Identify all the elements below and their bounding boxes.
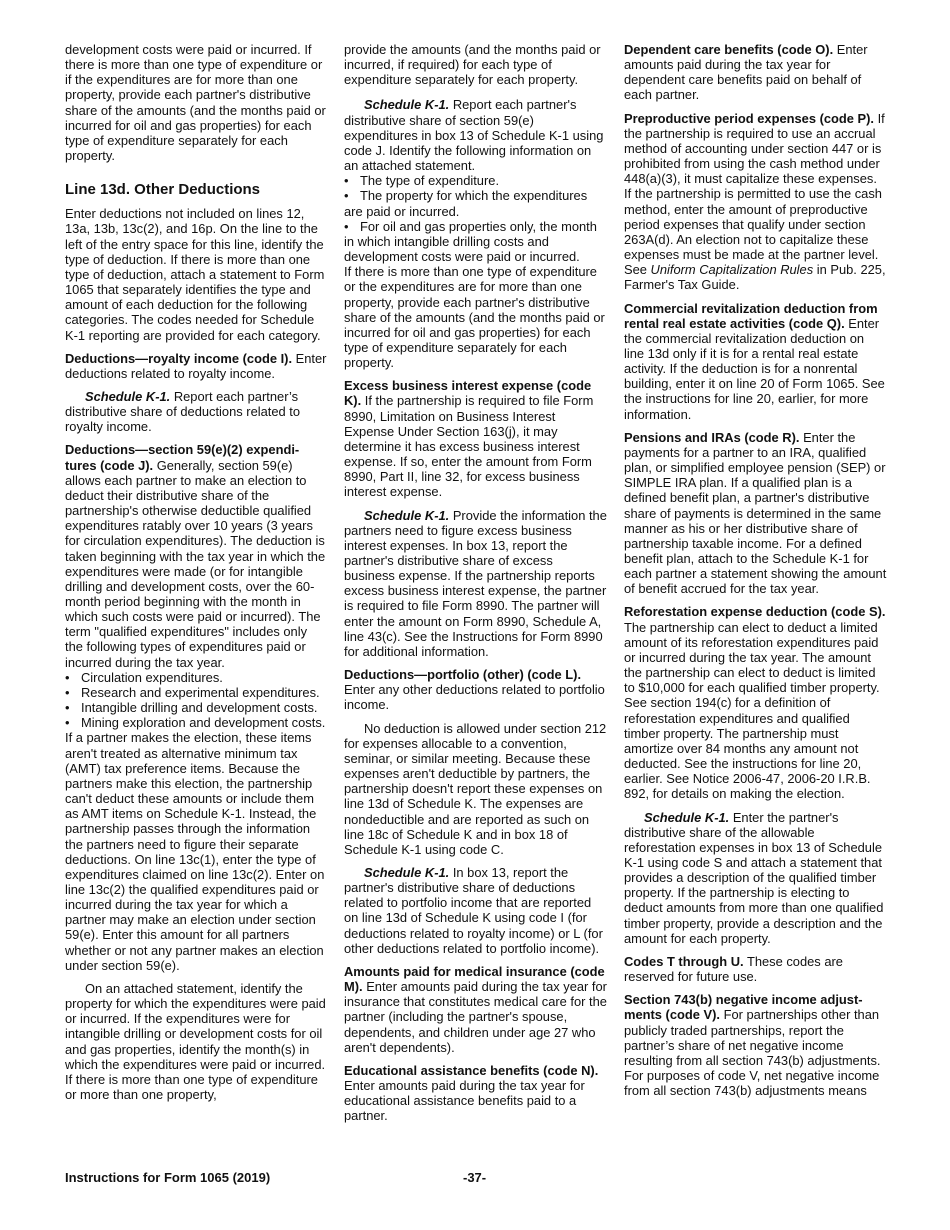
pensions-lead: Pensions and IRAs (code R). (624, 429, 800, 445)
section743-paragraph (624, 992, 887, 1098)
preproductive-paragraph (624, 111, 887, 293)
schedule-k1-paragraph (624, 810, 887, 946)
paragraph: If a partner makes the election, these items aren't treated as alternative minimum tax (AMT) tax preference items. Because the partners make this election, the partnership can't deduct these amounts or include them as AMT items on Schedule K-1. Instead, the partnership passes through the information the partners need to figure their separate deductions. On line 13c(1), enter the type of expenditures claimed on line 13c(2). Enter on line 13c(2) the qualified expenditures paid or incurred during the tax year for which a partner may make an election under section 59(e). Enter this amount for all partners whether or not any partner makes an election under section 59(e). (65, 730, 325, 973)
list-item: • Mining exploration and development costs. (65, 715, 327, 730)
preproductive-italic: Uniform Capitalization Rules (650, 262, 814, 278)
section59-lead: Deductions—section 59(e)(2) expendi-tures (code J). (65, 442, 300, 473)
medical-insurance-paragraph (344, 964, 607, 1055)
schedule-k1-lead: Schedule K-1. (364, 864, 450, 880)
pensions-paragraph (624, 430, 887, 597)
dependent-care-lead: Dependent care benefits (code O). (624, 42, 834, 57)
schedule-k1-text: Provide the information the partners need to figure excess business interest expenses. In box 13, report the partner's distributive share of excess business expense. If the partnership reports excess business interest expense, the partner is required to file Form 8990. The partner will enter the amount on Form 8990, Schedule A, line 43(c). See the Instructions for Form 8990 for additional information. (344, 507, 607, 659)
educational-assistance-paragraph (344, 1063, 607, 1124)
dependent-care-paragraph (624, 42, 887, 103)
paragraph: development costs were paid or incurred. If there is more than one type of expenditure or if the expenditures are for more than one property, provide each partner's distributive share of the amounts (and the months paid or incurred for oil and gas properties) for each type of expenditure separately for each property. (65, 42, 326, 164)
page-number: -37- (463, 1170, 487, 1185)
schedule-k1-text: In box 13, report the partner's distributive share of deductions related to portfolio income that are reported on line 13d of Schedule K using code I (for deductions related to royalty income) or L (for other deductions related to portfolio income). (344, 864, 603, 956)
codes-t-u-paragraph (624, 954, 887, 984)
preproductive-text: If the partnership is required to use an accrual method of accounting under section 447 or is prohibited from using the cash method under 448(a)(3), it must capitalize these expenses. If the partnership is permitted to use the cash method, enter the amount of preproductive period expenses that qualify under section 263A(d). An election not to capitalize these expenses must be made at the partner level. See (624, 110, 885, 278)
list-item: • The property for which the expenditures are paid or incurred. (344, 188, 607, 218)
excess-interest-lead: Excess business interest expense (code K). (344, 378, 592, 409)
preproductive-text-end: in Pub. 225, Farmer's Tax Guide. (624, 262, 886, 293)
schedule-k1-lead: Schedule K-1. (644, 809, 730, 825)
medical-insurance-lead: Amounts paid for medical insurance (code M). (344, 963, 605, 995)
reforestation-lead: Reforestation expense deduction (code S). (624, 604, 886, 620)
list-item: • For oil and gas properties only, the month in which intangible drilling costs and development costs were paid or incurred. (344, 219, 607, 264)
schedule-k1-paragraph (65, 389, 327, 434)
preproductive-lead: Preproductive period expenses (code P). (624, 110, 875, 126)
list-item: • The type of expenditure. (344, 173, 607, 188)
commercial-revitalization-text: Enter the commercial revitalization deduction on line 13d only if it is for a rental real estate activity. If the deduction is for a nonrental building, enter it on line 20 of Form 1065. See the instructions for line 20, earlier, for more information. (624, 315, 885, 422)
expenditure-list (65, 670, 327, 731)
column-1 (65, 42, 327, 1110)
column-3 (624, 42, 887, 1106)
excess-interest-text: If the partnership is required to file Form 8990, Limitation on Business Interest Expense Under Section 163(j), it may determine it has excess business interest expense. If so, enter the amount from Form 8990, Part II, line 32, for excess business interest expense. (344, 393, 594, 500)
schedule-k1-text: Report each partner’s distributive share of deductions related to royalty income. (65, 388, 301, 435)
section743-lead: Section 743(b) negative income adjust-ments (code V). (624, 992, 863, 1023)
section743-text: For partnerships other than publicly traded partnerships, report the partner’s share of net negative income resulting from all section 743(b) adjustments. For purposes of code V, net negative income from all section 743(b) adjustments means (624, 1007, 881, 1099)
codes-t-u-lead: Codes T through U. (624, 953, 744, 969)
royalty-lead: Deductions—royalty income (code I). (65, 350, 293, 366)
section59-paragraph (65, 442, 327, 669)
list-item: • Intangible drilling and development costs. (65, 700, 327, 715)
schedule-k1-text: Report each partner's distributive share of section 59(e) expenditures in box 13 of Schedule K-1 using code J. Identify the following information on an attached statement. (344, 97, 604, 174)
commercial-revitalization-lead: Commercial revitalization deduction from rental real estate activities (code Q). (624, 300, 878, 331)
paragraph: Enter deductions not included on lines 12, 13a, 13b, 13c(2), and 16p. On the line to the left of the entry space for this line, identify the type of deduction. If there is more than one type of deduction, attach a statement to Form 1065 that separately identifies the type and amount of each deduction for the following categories. The codes needed for Schedule K-1 reporting are provided for each category. (65, 206, 325, 343)
reforestation-paragraph (624, 604, 887, 801)
paragraph: If there is more than one type of expenditure or the expenditures are for more than one property, provide each partner's distributive share of the amounts (and the months paid or incurred for oil and gas properties) for each type of expenditure separately for each property. (344, 264, 605, 371)
information-list (344, 173, 607, 264)
schedule-k1-paragraph (344, 508, 607, 660)
paragraph: On an attached statement, identify the property for which the expenditures were paid or incurred. If the expenditures were for intangible drilling or development costs for oil and gas properties, identify the month(s) in which the expenditures were paid or incurred. If there is more than one type of expenditure or more than one property, (65, 980, 326, 1102)
section59-text: Generally, section 59(e) allows each partner to make an election to deduct their distributive share of the partnership's otherwise deductible qualified expenditures ratably over 10 years (3 years for circulation expenditures). The deduction is taken beginning with the tax year in which the expenditures were made (or for intangible drilling and development costs, over the 60-month period beginning with the month in which such costs were paid or incurred). The term "qualified expenditures" includes only the following types of expenditures paid or incurred during the tax year. (65, 457, 326, 670)
commercial-revitalization-paragraph (624, 301, 887, 422)
portfolio-text: Enter any other deductions related to portfolio income. (344, 682, 605, 713)
educational-assistance-lead: Educational assistance benefits (code N). (344, 1062, 599, 1078)
excess-interest-paragraph (344, 378, 607, 499)
dependent-care-text: Enter amounts paid during the tax year for dependent care benefits paid on behalf of each partner. (624, 42, 868, 103)
educational-assistance-text: Enter amounts paid during the tax year for educational assistance benefits paid to a partner. (344, 1078, 585, 1124)
royalty-text: Enter deductions related to royalty income. (65, 350, 327, 381)
section-heading: Line 13d. Other Deductions (65, 181, 261, 199)
schedule-k1-lead: Schedule K-1. (85, 388, 171, 404)
schedule-k1-paragraph (344, 865, 607, 956)
schedule-k1-lead: Schedule K-1. (364, 507, 450, 523)
paragraph: No deduction is allowed under section 212 for expenses allocable to a convention, seminar, or similar meeting. Because these expenses aren't deductible by partners, the partnership doesn't report these expenses on line 13d of Schedule K. The expenses are nondeductible and are reported as such on line 18c of Schedule K and in box 18 of Schedule K-1 using code C. (344, 720, 607, 857)
schedule-k1-paragraph (344, 97, 607, 173)
pensions-text: Enter the payments for a partner to an IRA, qualified plan, or simplified employee pension (SEP) or SIMPLE IRA plan. If a qualified plan is a defined benefit plan, a partner's distributive share of payments is determined in the same manner as his or her distributive share of partnership taxable income. For a defined benefit plan, attach to the Schedule K-1 for each partner a statement showing the amount of benefit accrued for the tax year. (624, 429, 887, 597)
footer-title: Instructions for Form 1065 (2019) (65, 1170, 271, 1185)
reforestation-text: The partnership can elect to deduct a limited amount of its reforestation expenditures paid or incurred during the tax year. The amount the partnership can elect to deduct is limited to $10,000 for each qualified timber property. See section 194(c) for a definition of reforestation expenditures and qualified timber property. The partnership must amortize over 84 months any amount not deducted. See the instructions for line 20, earlier. See Notice 2006-47, 2006-20 I.R.B. 892, for details on making the election. (624, 619, 880, 802)
royalty-paragraph (65, 351, 327, 381)
portfolio-lead: Deductions—portfolio (other) (code L). (344, 667, 582, 683)
medical-insurance-text: Enter amounts paid during the tax year for insurance that constitutes medical care for the partner (including the partner's spouse, dependents, and children under age 27 who aren't dependents). (344, 979, 607, 1055)
paragraph: provide the amounts (and the months paid or incurred, if required) for each type of expenditure separately for each property. (344, 42, 601, 88)
codes-t-u-text: These codes are reserved for future use. (624, 953, 843, 985)
portfolio-paragraph (344, 667, 607, 712)
schedule-k1-lead: Schedule K-1. (364, 97, 450, 113)
list-item: • Circulation expenditures. (65, 670, 327, 685)
column-2 (344, 42, 607, 1131)
schedule-k1-text: Enter the partner's distributive share of the allowable reforestation expenses in box 13 of Schedule K-1 using code S and attach a statement that provides a description of the qualified timber property. If the partnership is electing to deduct amounts from more than one qualified timber property, provide a description and the amount for each property. (624, 809, 884, 946)
list-item: • Research and experimental expenditures. (65, 685, 327, 700)
